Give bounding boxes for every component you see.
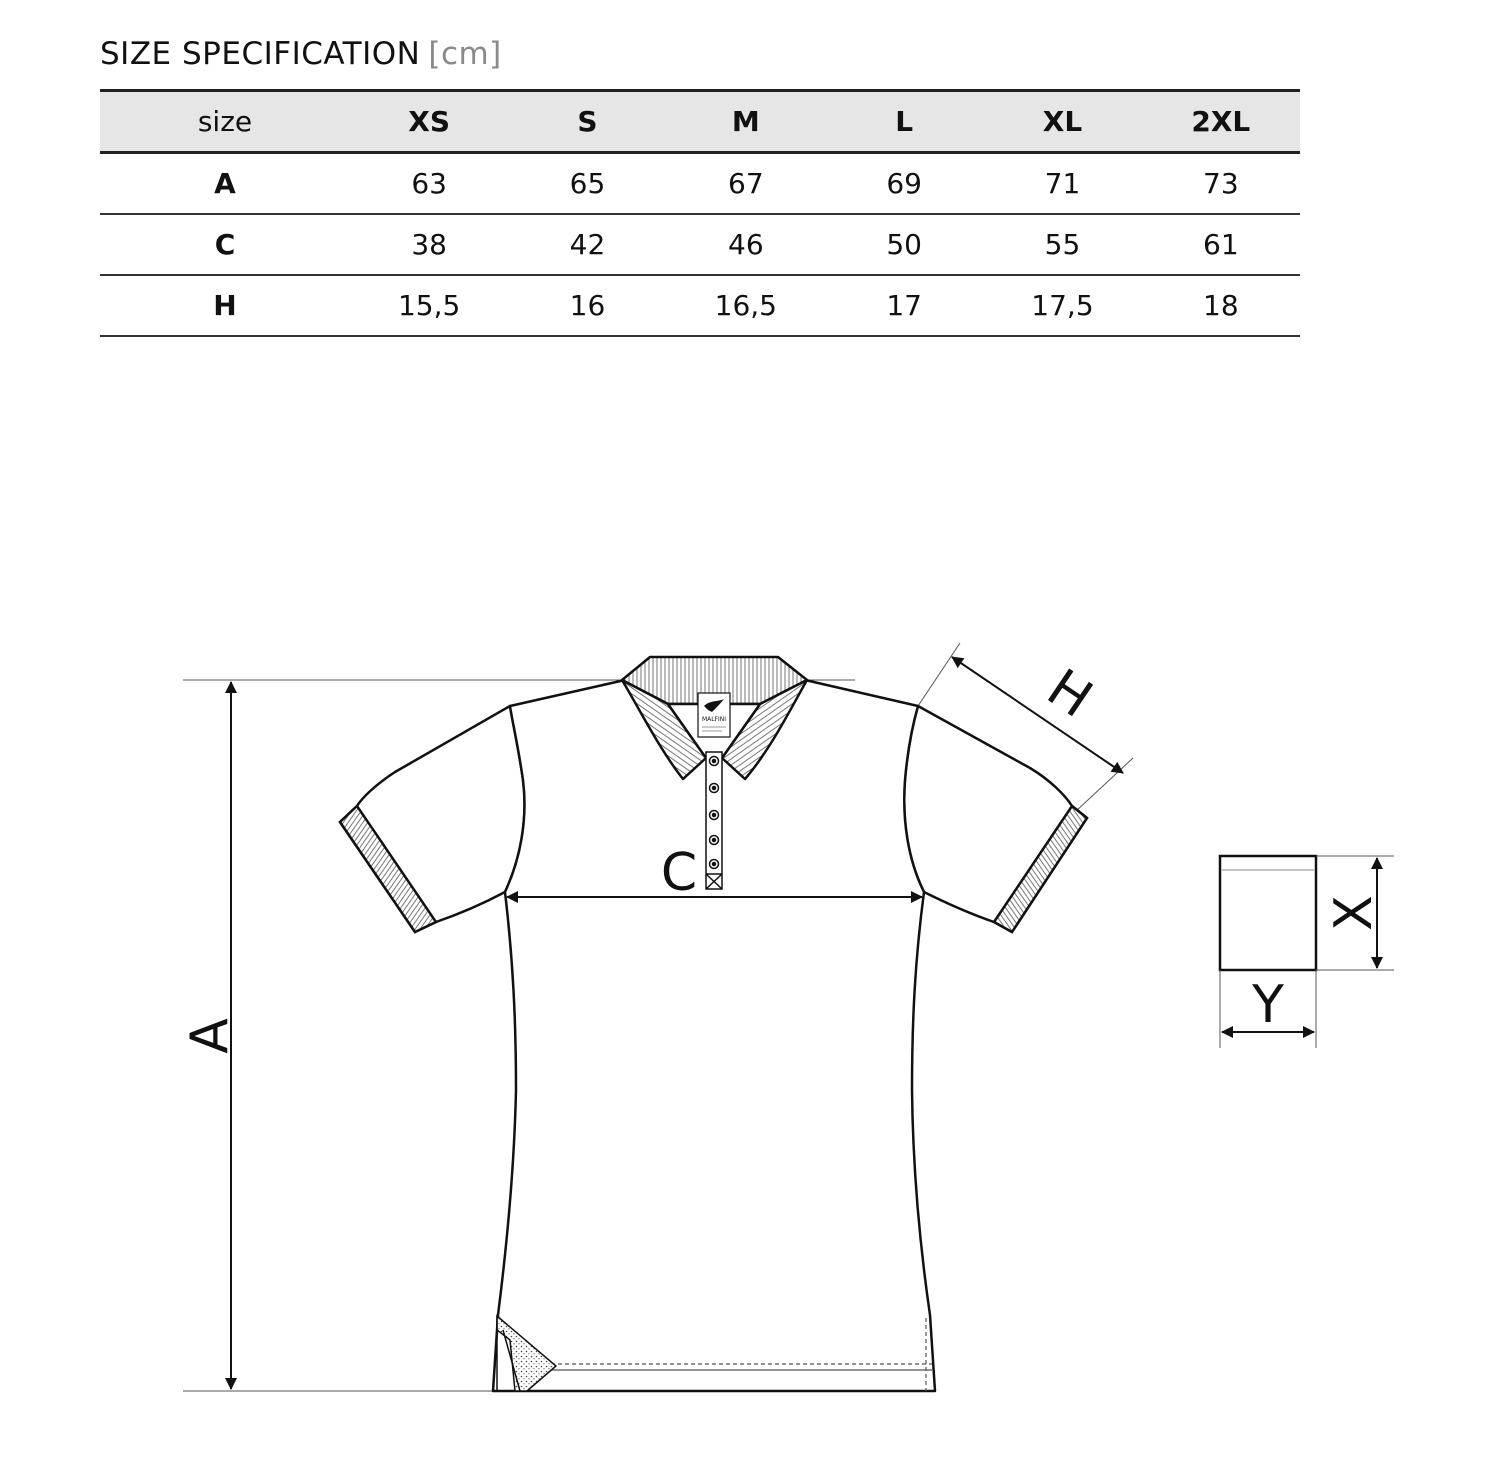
table-cell: 71 — [983, 153, 1141, 215]
table-cell: 46 — [667, 214, 825, 275]
table-cell: 69 — [825, 153, 983, 215]
title-text: SIZE SPECIFICATION — [100, 36, 421, 72]
table-cell: 38 — [350, 214, 508, 275]
row-label: H — [100, 275, 350, 336]
size-header-label: size — [100, 91, 350, 153]
row-label: A — [100, 153, 350, 215]
title-unit: [cm] — [428, 36, 502, 72]
table-cell: 17 — [825, 275, 983, 336]
neck-label — [698, 693, 730, 737]
brand-label: MALFINI — [701, 716, 727, 723]
table-cell: 63 — [350, 153, 508, 215]
table-cell: 61 — [1142, 214, 1300, 275]
dimension-a — [180, 682, 240, 1389]
dimension-label-a: A — [180, 1018, 240, 1054]
table-cell: 18 — [1142, 275, 1300, 336]
table-cell: 55 — [983, 214, 1141, 275]
table-cell: 73 — [1142, 153, 1300, 215]
dimension-label-x: X — [1324, 895, 1384, 931]
table-cell: 65 — [508, 153, 666, 215]
label-detail — [1220, 856, 1394, 1048]
table-cell: 50 — [825, 214, 983, 275]
dimension-label-h: H — [1036, 658, 1103, 730]
table-cell: 17,5 — [983, 275, 1141, 336]
size-header-cell: 2XL — [1142, 91, 1300, 153]
size-header-cell: XS — [350, 91, 508, 153]
size-header-cell: M — [667, 91, 825, 153]
table-cell: 15,5 — [350, 275, 508, 336]
table-cell: 16,5 — [667, 275, 825, 336]
row-label: C — [100, 214, 350, 275]
placket — [706, 752, 722, 889]
size-header-cell: L — [825, 91, 983, 153]
dimension-label-c: C — [660, 843, 698, 903]
size-header-cell: XL — [983, 91, 1141, 153]
table-cell: 42 — [508, 214, 666, 275]
size-header-cell: S — [508, 91, 666, 153]
table-cell: 67 — [667, 153, 825, 215]
dimension-label-y: Y — [1252, 975, 1284, 1035]
table-cell: 16 — [508, 275, 666, 336]
